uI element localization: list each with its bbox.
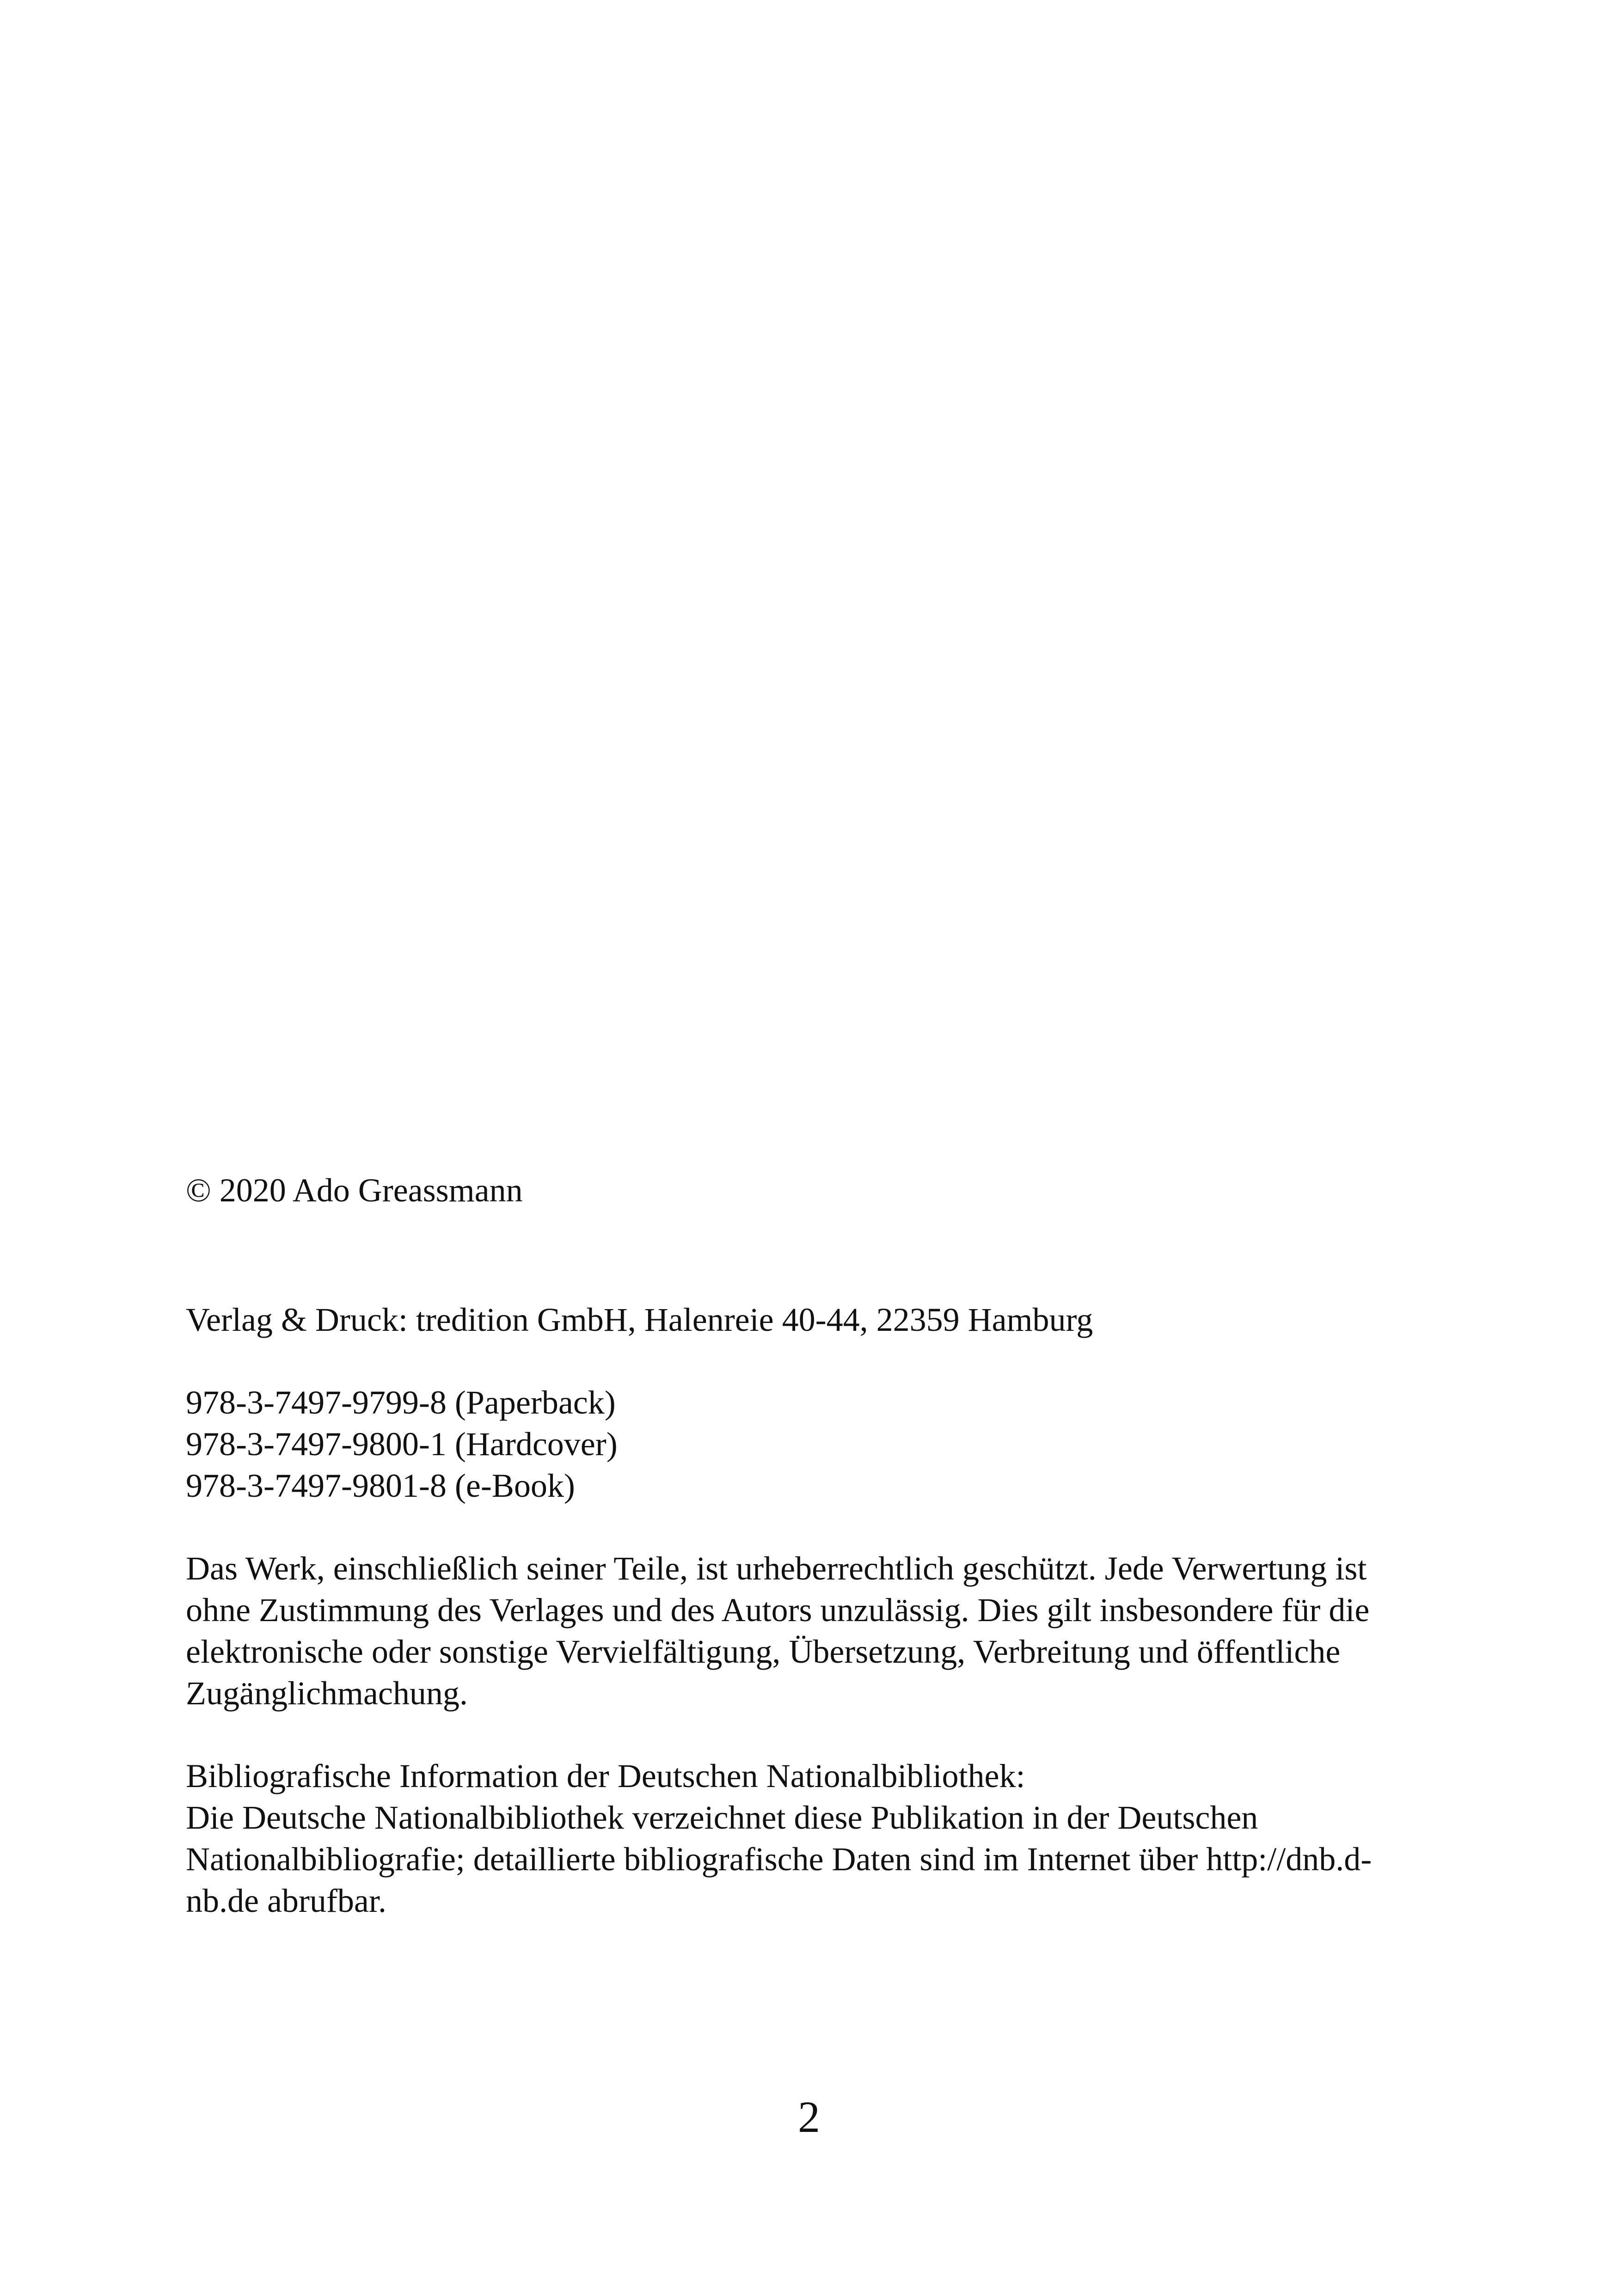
- bibliographic-information: [186, 1755, 1443, 1922]
- copyright-notice: [186, 1548, 1443, 1714]
- isbn-ebook: 978-3-7497-9801-8 (e-Book): [186, 1467, 575, 1504]
- bibliographic-heading: Bibliografische Information der Deutschen Nationalbibliothek:: [186, 1757, 1025, 1794]
- isbn-hardcover: 978-3-7497-9800-1 (Hardcover): [186, 1426, 618, 1463]
- copyright-notice-line: Das Werk, einschließlich seiner Teile, ist urheberrechtlich geschützt. Jede Verwertung ist: [186, 1550, 1367, 1587]
- isbn-paperback: 978-3-7497-9799-8 (Paperback): [186, 1384, 616, 1421]
- copyright-notice-line: ohne Zustimmung des Verlages und des Autors unzulässig. Dies gilt insbesondere für die: [186, 1592, 1370, 1629]
- bibliographic-text-line: Nationalbibliografie; detaillierte bibliografische Daten sind im Internet über http://dnb.d-: [186, 1841, 1372, 1878]
- page-number: 2: [798, 2092, 820, 2142]
- imprint-block: [186, 1169, 1443, 1922]
- copyright-notice-line: Zugänglichmachung.: [186, 1675, 468, 1712]
- copyright-notice-line: elektronische oder sonstige Vervielfältigung, Übersetzung, Verbreitung und öffentliche: [186, 1633, 1341, 1670]
- isbn-list: [186, 1382, 1443, 1506]
- publisher-line: Verlag & Druck: tredition GmbH, Halenreie 40-44, 22359 Hamburg: [186, 1301, 1093, 1338]
- bibliographic-text-line: Die Deutsche Nationalbibliothek verzeichnet diese Publikation in der Deutschen: [186, 1799, 1258, 1836]
- copyright-line: © 2020 Ado Greassmann: [186, 1172, 523, 1209]
- bibliographic-text-line: nb.de abrufbar.: [186, 1882, 386, 1919]
